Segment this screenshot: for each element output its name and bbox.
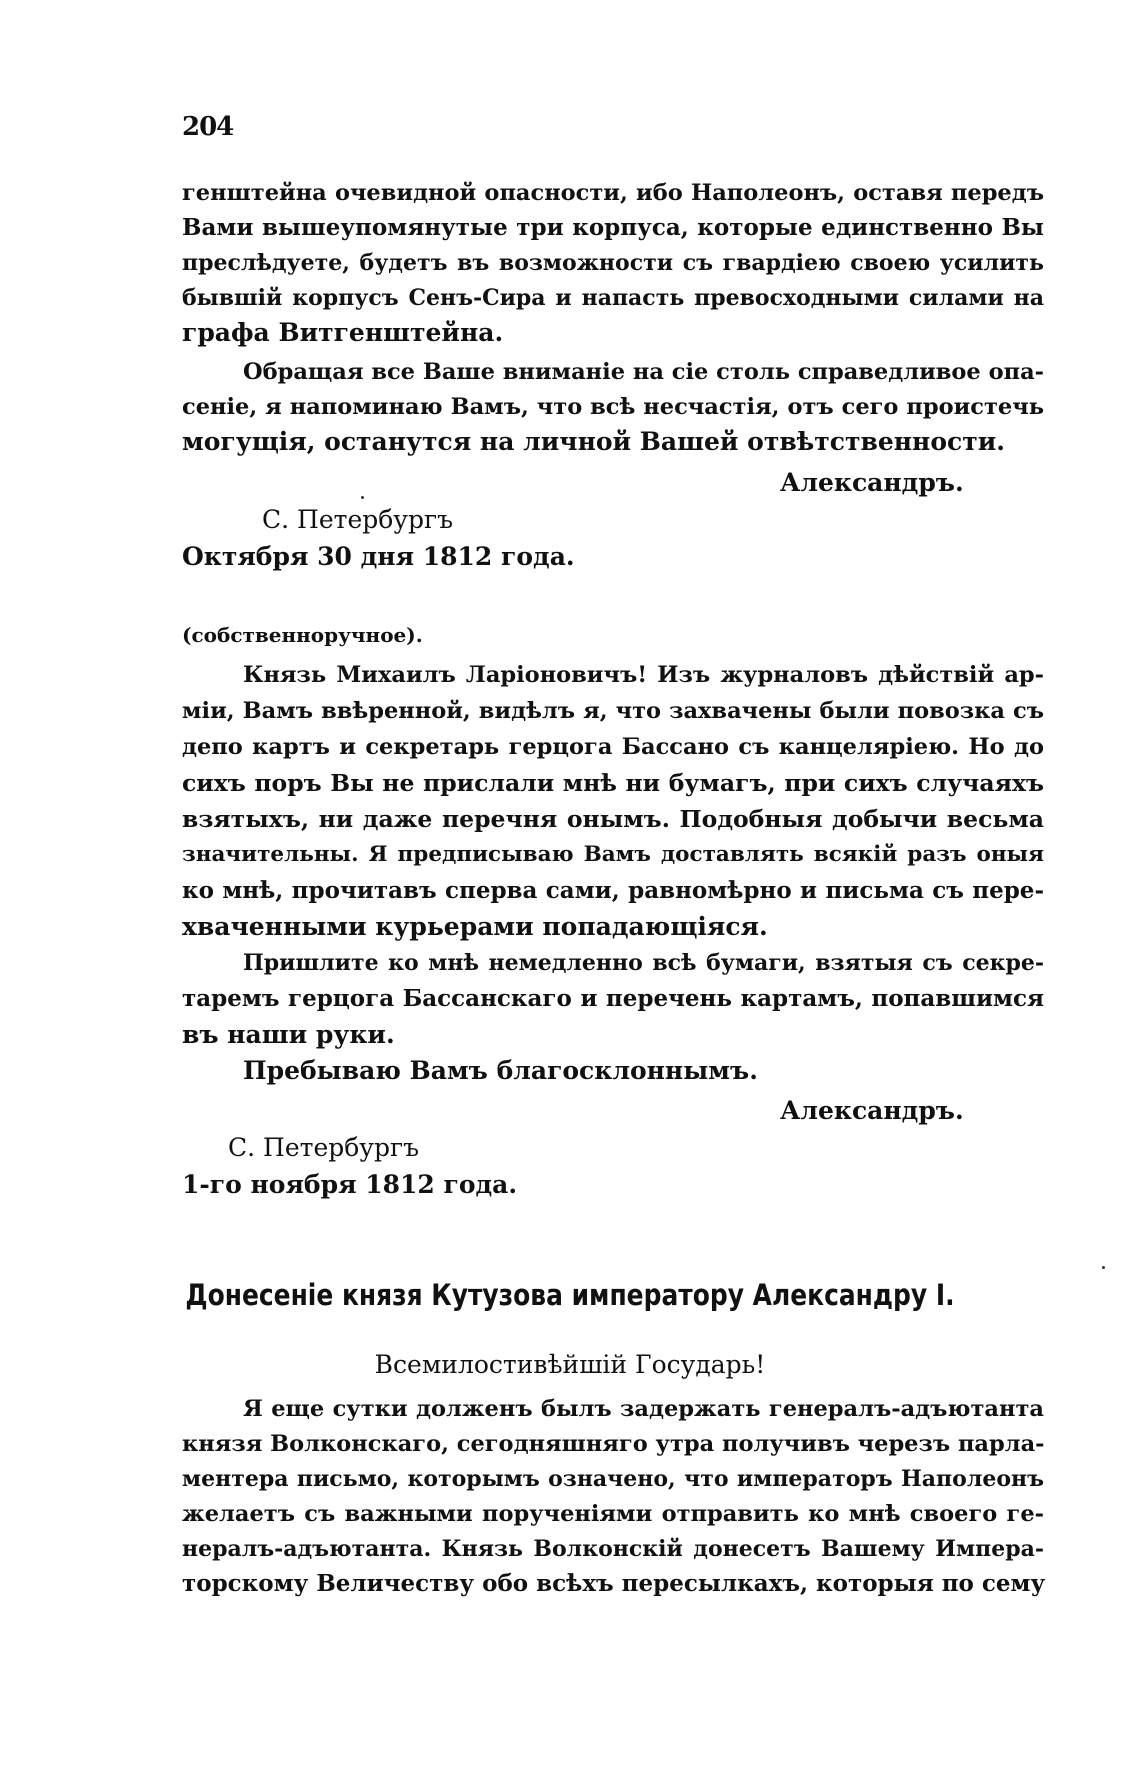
text-line: Я еще сутки долженъ былъ задержать генералъ-адъютанта [243, 1396, 1044, 1422]
text-line: Обращая все Ваше вниманіе на сіе столь справедливое опа- [243, 359, 1044, 385]
text-line: генштейна очевидной опасности, ибо Наполеонъ, оставя передъ [182, 180, 1044, 206]
text-line: торскому Величеству обо всѣхъ пересылкахъ, которыя по сему [182, 1570, 1046, 1597]
text-line: Пребываю Вамъ благосклоннымъ. [243, 1056, 758, 1085]
text-line: бывшій корпусъ Сенъ-Сира и напасть превосходными силами на [182, 285, 1044, 311]
salutation: Всемилостивѣйшій Государь! [374, 1350, 766, 1379]
ink-speck [361, 496, 364, 499]
signature: Александръ. [780, 1096, 964, 1125]
handwritten-note: (собственноручное). [182, 623, 423, 647]
place-line: С. Петербургъ [228, 1133, 420, 1162]
signature: Александръ. [780, 468, 964, 497]
place-line: С. Петербургъ [262, 505, 454, 534]
text-line: міи, Вамъ ввѣренной, видѣлъ я, что захвачены были повозка съ [182, 698, 1044, 724]
text-line: ментера письмо, которымъ означено, что императоръ Наполеонъ [182, 1466, 1044, 1492]
page-number: 204 [182, 112, 234, 142]
text-line: преслѣдуете, будетъ въ возможности съ гвардіею своею усилить [182, 250, 1044, 276]
text-line: Вами вышеупомянутые три корпуса, которые единственно Вы [182, 214, 1044, 241]
text-line: значительны. Я предписываю Вамъ доставлять всякій разъ оныя [182, 842, 1044, 867]
text-line: ко мнѣ, прочитавъ сперва сами, равномѣрно и письма съ пере- [182, 877, 1044, 904]
text-line: желаетъ съ важными порученіями отправить ко мнѣ своего ге- [182, 1501, 1044, 1527]
date-line: Октября 30 дня 1812 года. [182, 542, 575, 571]
section-heading: Донесеніе князя Кутузова императору Александру I. [185, 1278, 955, 1312]
date-line: 1-го ноября 1812 года. [182, 1170, 518, 1199]
text-line: сихъ поръ Вы не прислали мнѣ ни бумагъ, при сихъ случаяхъ [182, 769, 1044, 797]
text-line: хваченными курьерами попадающіяся. [182, 912, 768, 941]
text-line: Пришлите ко мнѣ немедленно всѣ бумаги, взятыя съ секре- [243, 950, 1044, 976]
text-line: нералъ-адъютанта. Князь Волконскій донесетъ Вашему Импера- [182, 1536, 1044, 1562]
text-line: графа Витгенштейна. [182, 318, 504, 347]
text-line: взятыхъ, ни даже перечня онымъ. Подобныя добычи весьма [182, 805, 1044, 833]
text-line: депо картъ и секретарь герцога Бассано съ канцеляріею. Но до [182, 734, 1044, 760]
text-line: могущія, останутся на личной Вашей отвѣтственности. [182, 427, 1005, 456]
text-line: князя Волконскаго, сегодняшняго утра получивъ черезъ парла- [182, 1431, 1045, 1457]
ink-speck [1102, 1266, 1105, 1269]
text-line: Князь Михаилъ Ларіоновичъ! Изъ журналовъ дѣйствій ар- [243, 662, 1044, 688]
text-line: таремъ герцога Бассанскаго и перечень картамъ, попавшимся [182, 985, 1044, 1012]
text-line: въ наши руки. [182, 1020, 395, 1049]
text-line: сеніе, я напоминаю Вамъ, что всѣ несчастія, отъ сего проистечь [182, 394, 1044, 420]
